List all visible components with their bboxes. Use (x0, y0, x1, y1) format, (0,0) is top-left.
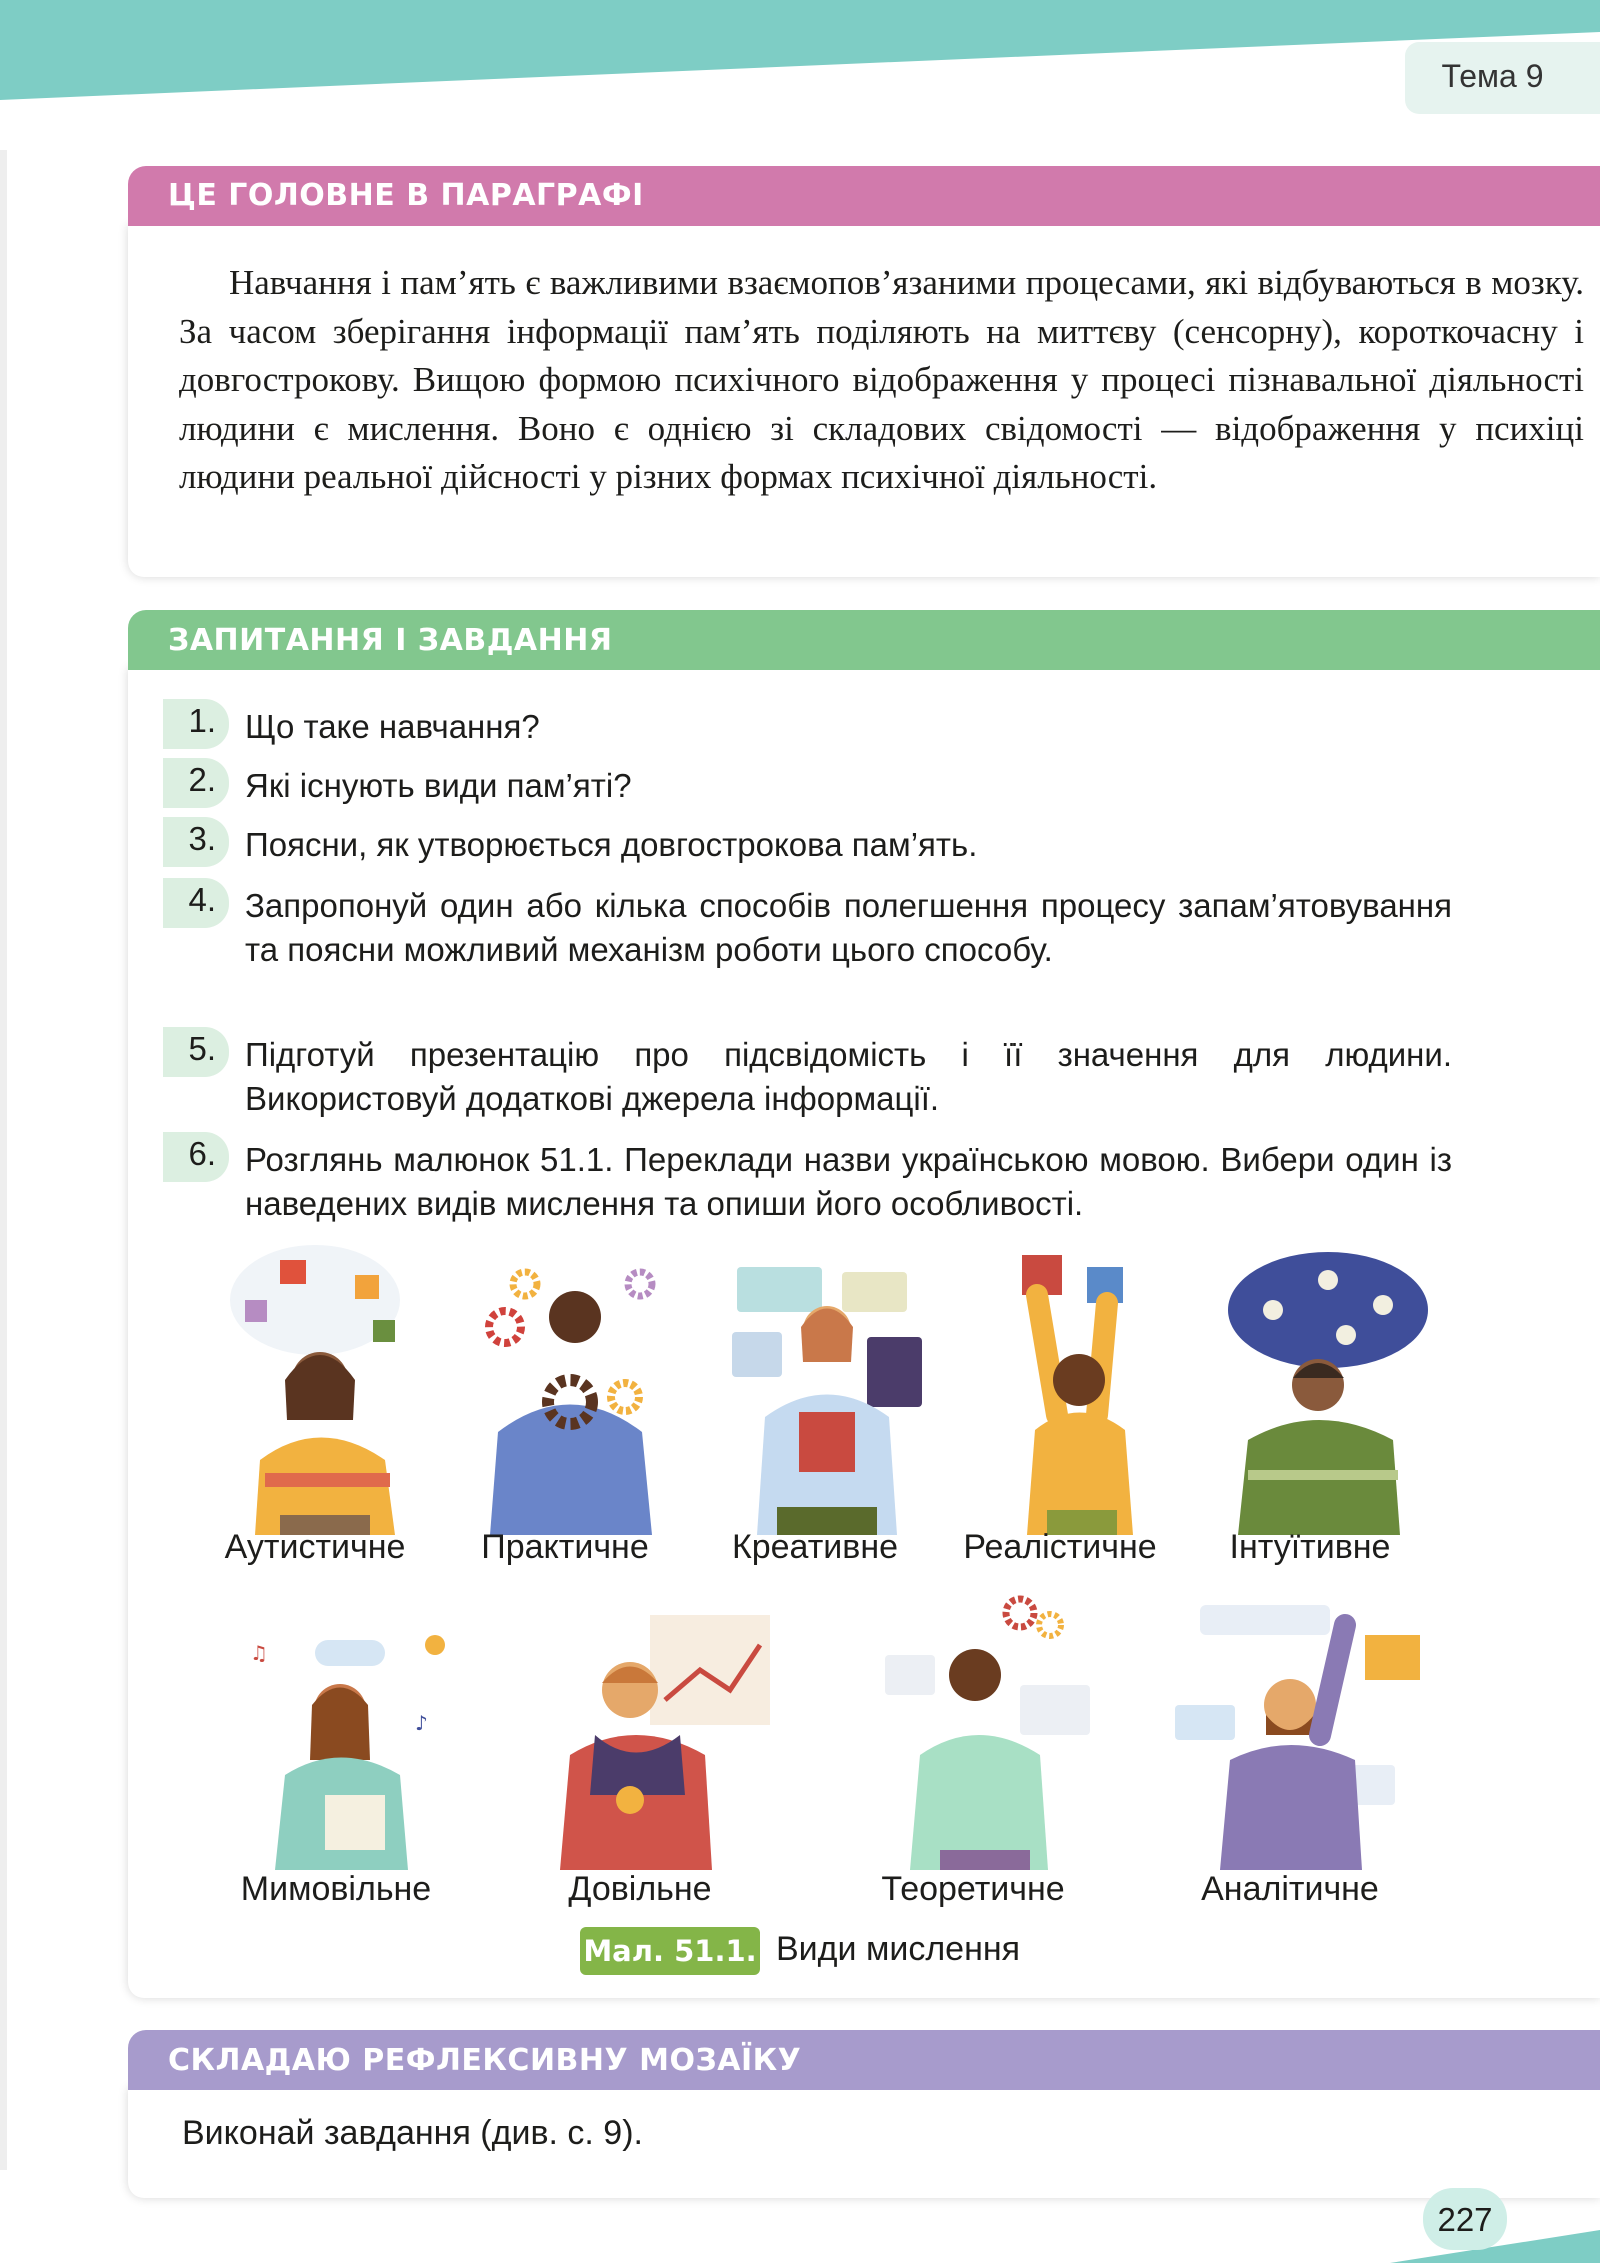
summary-header (128, 166, 1600, 226)
thinking-type-label: Реалістичне (963, 1528, 1157, 1566)
summary-title: ЦЕ ГОЛОВНЕ В ПАРАГРАФІ (168, 178, 644, 213)
person-realistic-illustration (987, 1255, 1187, 1535)
thinking-type-label: Теоретичне (881, 1870, 1065, 1908)
person-gears-illustration (470, 1262, 670, 1535)
reflex-title: СКЛАДАЮ РЕФЛЕКСИВНУ МОЗАЇКУ (168, 2043, 802, 2078)
page-number-badge (1423, 2188, 1507, 2250)
thinking-type-label: Аналітичне (1201, 1870, 1379, 1908)
question-number: 4. (188, 881, 216, 918)
summary-card (128, 225, 1600, 577)
thinking-type-label: Аутистичне (224, 1528, 406, 1566)
left-margin-line (0, 150, 7, 2170)
person-analytical-illustration (1170, 1595, 1430, 1870)
question-number: 1. (188, 702, 216, 739)
svg-text:♪: ♪ (415, 1711, 428, 1735)
person-theoretical-illustration (880, 1595, 1100, 1870)
person-intuitive-illustration (1218, 1250, 1428, 1535)
person-puzzle-illustration (225, 1245, 425, 1535)
question-text: Які існують види пам’яті? (245, 767, 632, 804)
question-text: Підготуй презентацію про підсвідомість і її значення для людини. Використовуй додаткові джерела інформації. (245, 1036, 1452, 1117)
question-number-badge (163, 817, 229, 867)
question-number-badge (163, 878, 229, 928)
person-involuntary-illustration (240, 1620, 460, 1870)
question-number-badge (163, 1027, 229, 1077)
questions-header (128, 610, 1600, 670)
question-number-badge (163, 758, 229, 808)
topic-tab (1405, 42, 1600, 114)
question-text: Що таке навчання? (245, 708, 540, 745)
thinking-type-label: Креативне (731, 1528, 899, 1566)
page-number: 227 (1437, 2201, 1493, 2238)
thinking-type-label: Практичне (481, 1528, 649, 1566)
figure-caption-text: Види мислення (776, 1930, 1021, 1968)
question-number: 5. (188, 1030, 216, 1067)
reflex-header (128, 2030, 1600, 2090)
question-number-badge (163, 699, 229, 749)
question-number: 3. (188, 820, 216, 857)
reflex-card (128, 2088, 1600, 2198)
question-text: Поясни, як утворюється довгострокова пам’ять. (245, 826, 978, 863)
question-text: Запропонуй один або кілька способів полегшення процесу запам’ятовування та поясни можливий механізм роботи цього способу. (245, 887, 1452, 968)
question-number-badge (163, 1132, 229, 1182)
questions-title: ЗАПИТАННЯ І ЗАВДАННЯ (168, 623, 613, 658)
question-number: 6. (188, 1135, 216, 1172)
topic-label: Тема 9 (1441, 58, 1544, 94)
question-number: 2. (188, 761, 216, 798)
thinking-type-label: Мимовільне (240, 1870, 432, 1908)
question-text: Розглянь малюнок 51.1. Переклади назви українською мовою. Вибери один із наведених видів мислення та опиши його особливості. (245, 1141, 1452, 1222)
thinking-type-label: Інтуїтивне (1229, 1528, 1391, 1566)
person-creative-illustration (727, 1262, 927, 1535)
thinking-type-label: Довільне (568, 1870, 712, 1908)
figure-caption-label: Мал. 51.1. (580, 1927, 760, 1975)
svg-text:♫: ♫ (250, 1641, 268, 1665)
person-voluntary-illustration (540, 1595, 830, 1870)
top-band (0, 0, 1600, 100)
summary-text: Навчання і пам’ять є важливими взаємопов’язаними процесами, які відбуваються в мозку. За часом зберігання інформації пам’ять поділяють на миттєву (сенсорну), короткочасну і довгострокову. Вищою формою психічного відображення у процесі пізнавальної діяльності людини є мислення. Воно є однією зі складових свідомості — відображення у психіці людини реальної дійсності у різних формах психічної діяльності. (179, 263, 1584, 496)
reflex-text: Виконай завдання (див. с. 9). (182, 2114, 643, 2152)
